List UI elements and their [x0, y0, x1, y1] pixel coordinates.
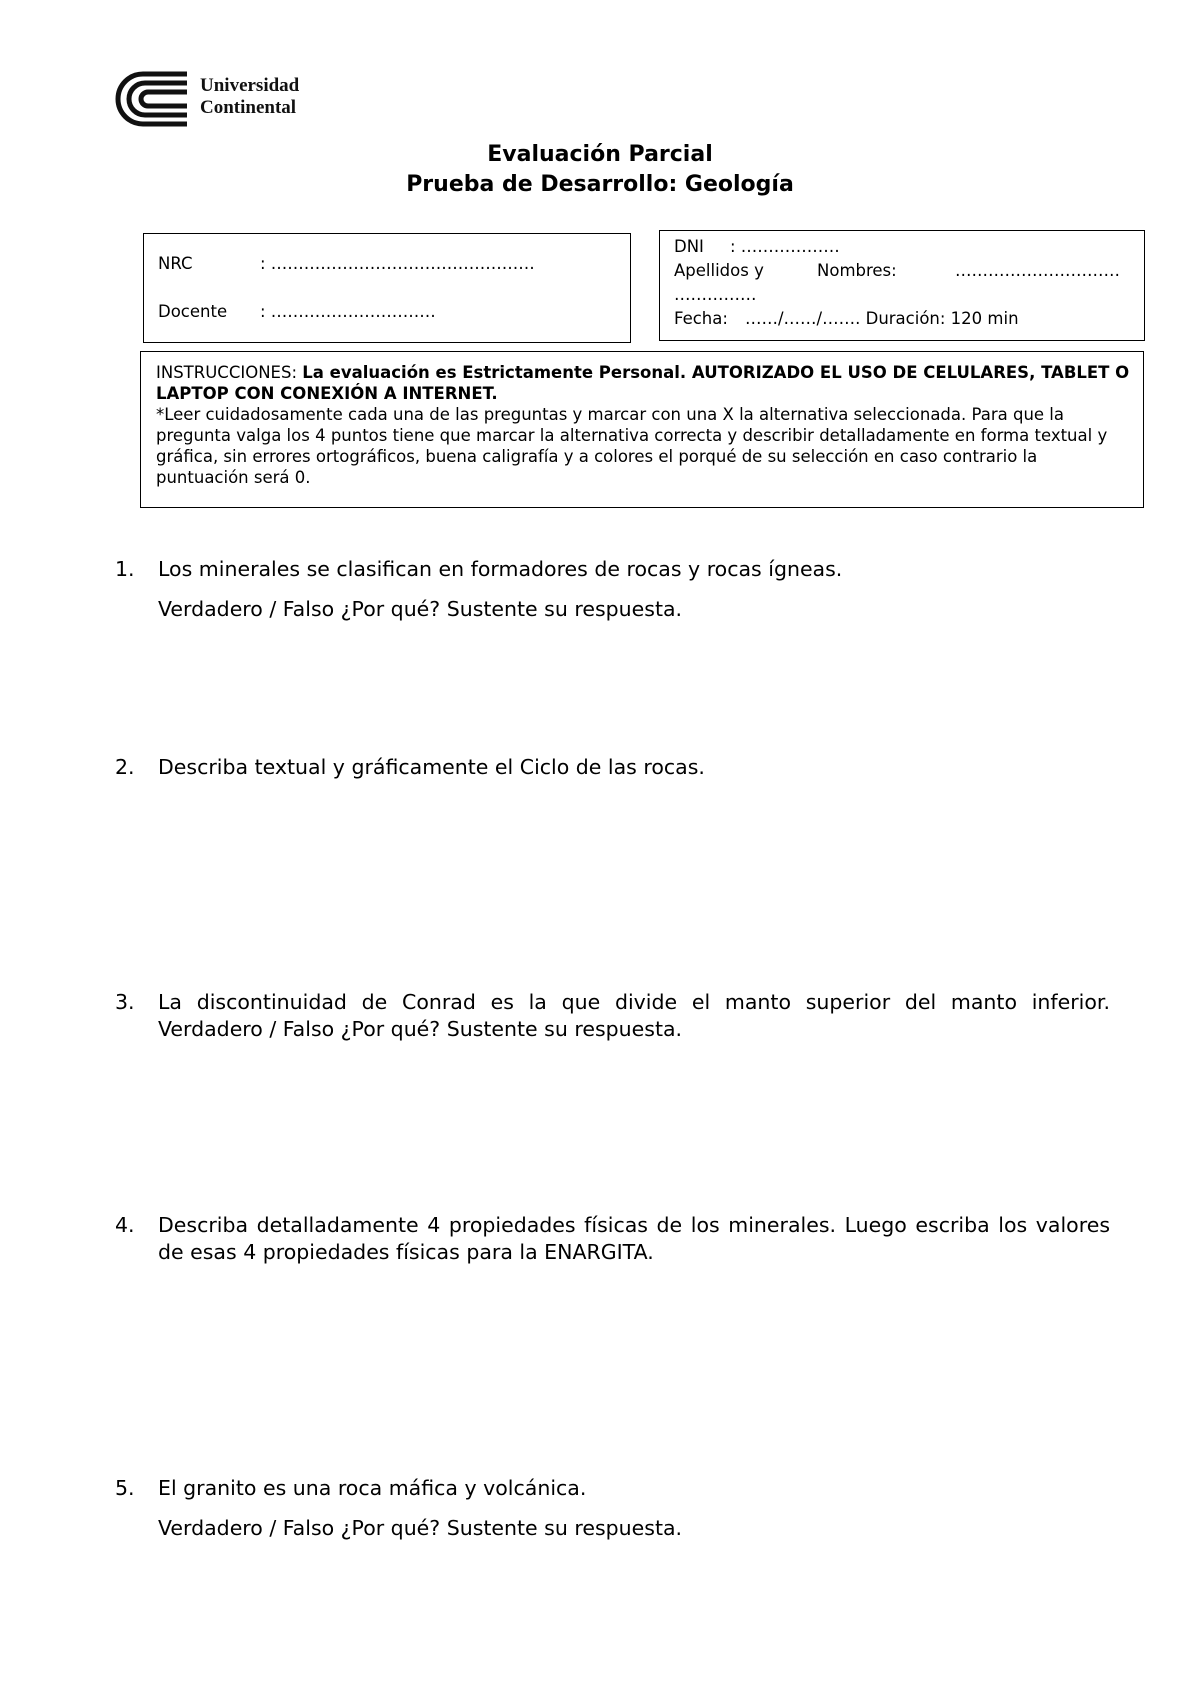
- question-number: 1.: [115, 557, 135, 581]
- instructions-label: INSTRUCCIONES:: [156, 363, 297, 382]
- question-number: 5.: [115, 1476, 135, 1500]
- logo-line-1: Universidad: [200, 75, 300, 96]
- question-1: [115, 556, 1110, 623]
- question-3: [115, 989, 1110, 1043]
- question-text: Describa textual y gráficamente el Ciclo de las rocas.: [158, 755, 705, 779]
- dni-field: [674, 237, 840, 256]
- page-title: [0, 140, 1200, 200]
- question-text: La discontinuidad de Conrad es la que divide el manto superior del manto inferior. Verdadero / Falso ¿Por qué? Sustente su respuesta.: [158, 990, 1110, 1041]
- instructions-personal: La evaluación es Estrictamente Personal: [302, 363, 680, 382]
- question-4: [115, 1212, 1110, 1266]
- question-text: El granito es una roca máfica y volcánica.: [158, 1476, 587, 1500]
- nrc-value: : …………………………………………: [260, 254, 535, 273]
- nrc-field: [158, 254, 535, 273]
- docente-field: [158, 302, 436, 321]
- apellidos-nombres-field: [674, 261, 1120, 280]
- nrc-label: NRC: [158, 254, 193, 273]
- course-info-box: [143, 233, 631, 343]
- fecha-field: [674, 309, 1019, 328]
- question-text: Describa detalladamente 4 propiedades físicas de los minerales. Luego escriba los valores de esas 4 propiedades físicas para la ENARGITA.: [158, 1213, 1110, 1264]
- title-line-2: Prueba de Desarrollo: Geología: [406, 172, 794, 197]
- student-info-box: [659, 230, 1145, 341]
- docente-label: Docente: [158, 302, 228, 321]
- question-2: [115, 754, 1110, 781]
- dni-label: DNI: [674, 237, 704, 256]
- title-line-1: Evaluación Parcial: [487, 142, 713, 167]
- question-subtext: Verdadero / Falso ¿Por qué? Sustente su respuesta.: [158, 597, 683, 621]
- nombres-label: Nombres:: [817, 261, 897, 280]
- apellidos-label: Apellidos y: [674, 261, 764, 280]
- nombres-continuation: [674, 285, 757, 304]
- instructions-header: [156, 362, 1130, 404]
- instructions-box: [140, 351, 1144, 508]
- fecha-value: ……/……/……. Duración: 120 min: [745, 309, 1019, 328]
- instructions-note: *Leer cuidadosamente cada una de las preguntas y marcar con una X la alternativa seleccionada. Para que la pregunta valga los 4 puntos tiene que marcar la alternativa correcta y describir detalladamente en forma textual y gráfica, sin errores ortográficos, buena caligrafía y a colores el porqué de su selección en caso contrario la puntuación será 0.: [156, 405, 1108, 487]
- dni-value: : ………………: [730, 237, 840, 256]
- question-subtext: Verdadero / Falso ¿Por qué? Sustente su respuesta.: [158, 1516, 683, 1540]
- question-number: 2.: [115, 755, 135, 779]
- nombres-value: …………………………: [955, 261, 1120, 280]
- question-number: 4.: [115, 1213, 135, 1237]
- instructions-authorized: . AUTORIZADO EL USO DE CELULARES, TABLET O LAPTOP CON CONEXIÓN A INTERNET.: [156, 363, 1130, 403]
- question-number: 3.: [115, 990, 135, 1014]
- fecha-label: Fecha:: [674, 309, 728, 328]
- logo-wordmark: [200, 75, 299, 119]
- university-logo: [115, 70, 325, 128]
- question-5: [115, 1475, 1110, 1542]
- continental-logo-icon: [115, 70, 195, 128]
- docente-value: : …………………………: [260, 302, 436, 321]
- question-text: Los minerales se clasifican en formadores de rocas y rocas ígneas.: [158, 557, 843, 581]
- nombres-cont-value: ……………: [674, 285, 757, 304]
- logo-line-2: Continental: [200, 97, 297, 118]
